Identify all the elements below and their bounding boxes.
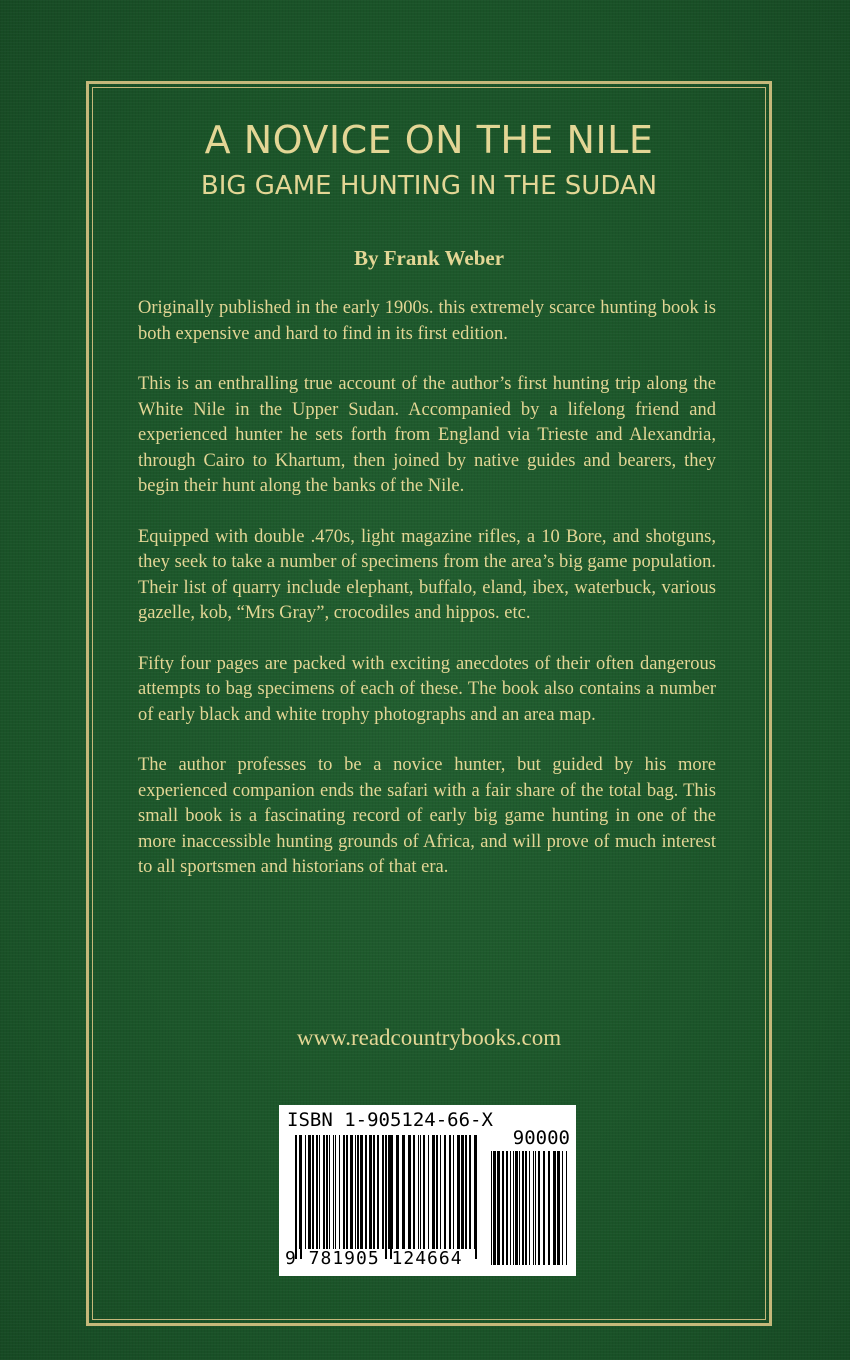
barcode-bar bbox=[538, 1151, 540, 1265]
blurb-paragraph-4: Fifty four pages are packed with exciting anecdotes of their often dangerous attempts to bag specimens of each of these. The book also contains a number of early black and white trophy photographs and an area map. bbox=[138, 653, 716, 725]
barcode-guard-bar bbox=[300, 1135, 302, 1259]
isbn-label: ISBN 1-905124-66-X bbox=[287, 1109, 493, 1131]
barcode-bar bbox=[373, 1135, 375, 1249]
barcode-bar bbox=[444, 1135, 446, 1249]
barcode-bar bbox=[440, 1135, 441, 1249]
barcode-bar bbox=[392, 1135, 393, 1249]
barcode-bar bbox=[543, 1151, 545, 1265]
book-subtitle: BIG GAME HUNTING IN THE SUDAN bbox=[200, 171, 658, 201]
barcode-bar bbox=[323, 1135, 325, 1249]
barcode-bar bbox=[436, 1135, 438, 1249]
barcode-bar bbox=[402, 1135, 405, 1249]
barcode-bar bbox=[535, 1151, 536, 1265]
barcode-bar bbox=[316, 1135, 318, 1249]
barcode-bar bbox=[423, 1135, 425, 1249]
barcode-bar bbox=[346, 1135, 348, 1249]
barcode-bar bbox=[557, 1151, 560, 1265]
barcode-bar bbox=[382, 1135, 384, 1249]
barcode-bar bbox=[355, 1135, 356, 1249]
barcode-bar bbox=[305, 1135, 306, 1249]
barcode-bar bbox=[408, 1135, 411, 1249]
barcode-bar bbox=[510, 1151, 511, 1265]
barcode-guard-bar bbox=[385, 1135, 387, 1259]
blurb-paragraph-5: The author professes to be a novice hunter, but guided by his more experienced companion ends the safari with a fair share of the total bag. This small book is a fascinating record of early big game hunting in one of the more inaccessible hunting grounds of Africa, and will prove of much interest to all sportsmen and historians of that era. bbox=[138, 755, 716, 877]
barcode-guard-bar bbox=[390, 1135, 392, 1259]
barcode-bar bbox=[369, 1135, 372, 1249]
blurb-paragraph-3: Equipped with double .470s, light magazine rifles, a 10 Bore, and shotguns, they seek to take a number of specimens from the area’s big game population. Their list of quarry include elephant, buffalo, eland, ibex, waterbuck, various gazelle, kob, “Mrs Gray”, crocodiles and hippos. etc. bbox=[138, 526, 716, 623]
barcode-bar bbox=[493, 1151, 496, 1265]
barcode-bar bbox=[329, 1135, 330, 1249]
barcode-bar bbox=[525, 1151, 527, 1265]
price-code: 90000 bbox=[512, 1127, 570, 1149]
barcode-bar bbox=[553, 1151, 556, 1265]
book-title: A NOVICE ON THE NILE bbox=[204, 118, 654, 162]
publisher-website[interactable]: www.readcountrybooks.com bbox=[296, 1025, 562, 1050]
blurb-text bbox=[138, 296, 716, 906]
book-author: By Frank Weber bbox=[353, 246, 505, 270]
barcode-bar bbox=[333, 1135, 334, 1249]
barcode-bar bbox=[432, 1135, 435, 1249]
barcode-bar bbox=[413, 1135, 415, 1249]
barcode-bar bbox=[469, 1135, 471, 1249]
barcode-bar bbox=[449, 1135, 451, 1249]
barcode-bar bbox=[453, 1135, 454, 1249]
barcode-bar bbox=[474, 1135, 475, 1249]
barcode-bar bbox=[506, 1151, 508, 1265]
barcode-bar bbox=[339, 1135, 340, 1249]
barcode-bar bbox=[319, 1135, 320, 1249]
barcode-bar bbox=[360, 1135, 363, 1249]
barcode-bar bbox=[428, 1135, 429, 1249]
barcode-bar bbox=[457, 1135, 460, 1249]
barcode-bar bbox=[497, 1151, 500, 1265]
barcode-bar bbox=[515, 1151, 518, 1265]
barcode-bar bbox=[502, 1151, 504, 1265]
ean-digits: 9 781905 124664 bbox=[285, 1248, 463, 1269]
barcode-bar bbox=[308, 1135, 311, 1249]
barcode-bar bbox=[548, 1151, 550, 1265]
barcode-bar bbox=[377, 1135, 379, 1249]
barcode-bar bbox=[513, 1151, 514, 1265]
blurb-paragraph-2: This is an enthralling true account of the author’s first hunting trip along the White Nile in the Upper Sudan. Accompanied by a lifelong friend and experienced hunter he sets forth from England via Trieste and Alexandria, through Cairo to Khartum, then joined by native guides and bearers, they begin their hunt along the banks of the Nile. bbox=[138, 374, 716, 496]
barcode-bar bbox=[519, 1151, 520, 1265]
barcode-guard-bar bbox=[475, 1135, 477, 1259]
barcode-bar bbox=[465, 1135, 467, 1249]
isbn-barcode bbox=[279, 1105, 576, 1276]
barcode-bar bbox=[357, 1135, 359, 1249]
barcode-guard-bar bbox=[295, 1135, 297, 1259]
barcode-bar bbox=[365, 1135, 367, 1249]
barcode-bar bbox=[420, 1135, 421, 1249]
barcode-bar bbox=[529, 1151, 530, 1265]
barcode-bar bbox=[343, 1135, 345, 1249]
barcode-bar bbox=[418, 1135, 419, 1249]
barcode-bar bbox=[312, 1135, 314, 1249]
barcode-bar bbox=[522, 1151, 524, 1265]
barcode-bar bbox=[491, 1151, 492, 1265]
blurb-paragraph-1: Originally published in the early 1900s. this extremely scarce hunting book is both expensive and hard to find in its first edition. bbox=[138, 298, 716, 344]
barcode-bar bbox=[396, 1135, 399, 1249]
barcode-bar bbox=[533, 1151, 534, 1265]
barcode-bar bbox=[562, 1151, 563, 1265]
barcode-bar bbox=[335, 1135, 336, 1249]
barcode-bar bbox=[461, 1135, 464, 1249]
barcode-bar bbox=[566, 1151, 567, 1265]
barcode-bar bbox=[350, 1135, 353, 1249]
barcode-bar bbox=[326, 1135, 328, 1249]
